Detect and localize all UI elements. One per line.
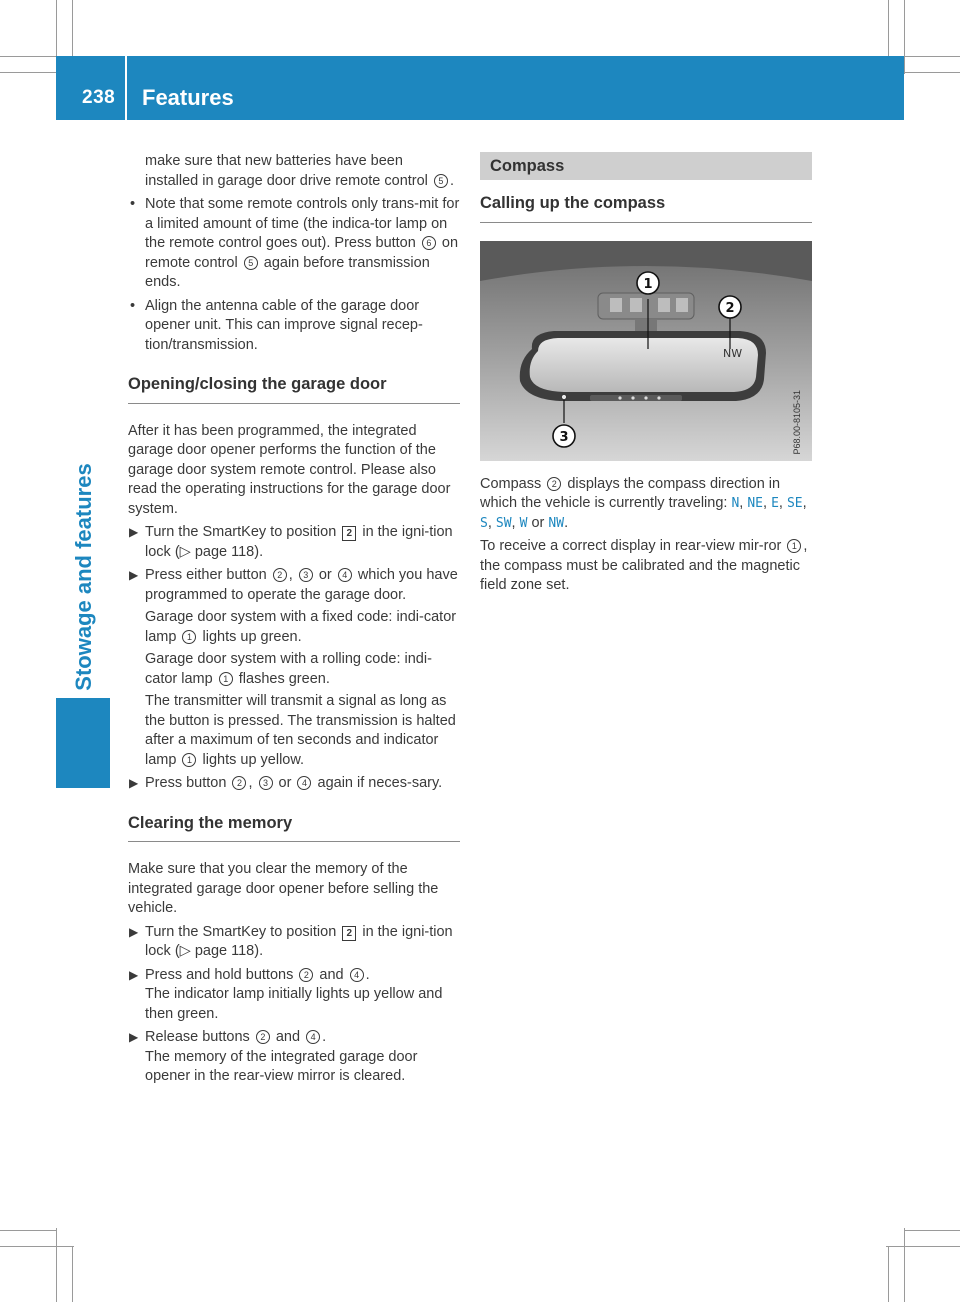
direction-nw: NW	[548, 515, 565, 531]
page-reference[interactable]: page 118).	[194, 943, 264, 959]
step-press-hold: ▶ Press and hold buttons 2 and 4 . The indicator lamp initially lights up yellow and then green.	[128, 966, 460, 1025]
subsection-title: Calling up the compass	[480, 194, 812, 223]
text: and	[319, 966, 344, 983]
callout-2: 2	[725, 300, 735, 316]
step-result: The memory of the integrated garage door opener in the rear-view mirror is cleared.	[145, 1048, 418, 1084]
compass-paragraph: Compass 2 displays the compass direction in which the vehicle is currently traveling: N, NE, E, SE, S, SW, W or NW.	[480, 475, 807, 531]
text: lights up green.	[202, 628, 302, 645]
crop-mark	[72, 1246, 73, 1302]
text: Turn the SmartKey to position	[145, 524, 337, 540]
calibration-paragraph	[480, 537, 812, 596]
section-intro: After it has been programmed, the integrated garage door opener performs the function of the garage door system remote control. Please also read the operating instructions for the garage door system.	[128, 422, 451, 517]
page-ref-icon: ▷	[179, 943, 191, 959]
mirror-illustration	[480, 241, 812, 461]
text: , the compass must be calibrated and the magnetic field zone set.	[480, 538, 808, 593]
right-column	[480, 152, 812, 600]
section-box-compass: Compass	[480, 152, 812, 180]
callout-2: 2	[547, 477, 561, 491]
chapter-title: Features	[142, 85, 234, 110]
arrow-icon: ▶	[129, 1030, 139, 1044]
text: or	[531, 514, 545, 531]
arrow-icon: ▶	[129, 525, 139, 539]
step-press-button: ▶ Press either button 2 , 3 or 4 which you have programmed to operate the garage door. Garage door system with a fixed code: indi-cator lamp 1 lights up green. Garage door system with a rolling code: indi-cator lamp 1 flashes green. The transmitter will transmit a signal as long as the button is pressed. The transmission is halted after a maximum of ten seconds and indicator lamp 1 lights up yellow.	[128, 566, 460, 770]
section-title-opening: Opening/closing the garage door	[128, 375, 460, 404]
mirror-compass-display: NW	[723, 346, 743, 360]
callout-2: 2	[273, 568, 287, 582]
text: Press button	[145, 775, 227, 791]
callout-1: 1	[182, 630, 196, 644]
callout-6: 6	[422, 236, 436, 250]
step-release: ▶ Release buttons 2 and 4 . The memory of the integrated garage door opener in the rear-view mirror is cleared.	[128, 1028, 460, 1087]
crop-mark	[904, 72, 960, 73]
key-position-badge: 2	[342, 526, 356, 541]
direction-n: N	[731, 496, 740, 511]
text: and	[275, 1029, 301, 1045]
callout-5: 5	[434, 174, 448, 188]
rolling-code-note	[145, 650, 460, 689]
text: Compass	[480, 475, 542, 492]
direction-s: S	[480, 515, 488, 531]
direction-e: E	[771, 496, 779, 511]
text: which you have programmed to operate the garage door.	[145, 567, 458, 603]
direction-sw: SW	[495, 515, 512, 531]
crop-mark	[886, 1246, 960, 1247]
text: again before transmission ends.	[145, 254, 430, 290]
crop-mark	[72, 0, 73, 56]
text: in the igni-tion lock (	[145, 923, 453, 959]
side-tab-marker	[56, 698, 110, 788]
header-divider	[125, 56, 127, 120]
text: Garage door system with a fixed code: indi-cator lamp	[145, 609, 457, 645]
bullet-remote-transmit	[128, 195, 460, 293]
crop-mark	[0, 1230, 56, 1231]
section-title-clearing: Clearing the memory	[128, 814, 460, 843]
step-press-again: ▶ Press button 2 , 3 or 4 again if neces-sary.	[128, 774, 460, 794]
section-intro: Make sure that you clear the memory of the integrated garage door opener before selling the vehicle.	[128, 861, 439, 916]
callout-4: 4	[297, 776, 311, 790]
text: Press and hold buttons	[145, 966, 294, 983]
text: Press either button	[145, 567, 267, 583]
page-ref-icon: ▷	[179, 543, 191, 560]
crop-mark	[904, 1230, 960, 1231]
crop-mark	[904, 1228, 905, 1302]
text: The transmitter will transmit a signal as long as the button is pressed. The transmission is halted after a maximum of ten seconds and indicator lamp	[145, 693, 456, 768]
mirror-figure	[480, 241, 812, 461]
callout-1: 1	[643, 276, 653, 292]
callout-4: 4	[306, 1030, 320, 1044]
text: Release buttons	[145, 1029, 250, 1045]
crop-mark	[888, 0, 889, 56]
direction-ne: NE	[747, 496, 763, 511]
text: or	[318, 567, 332, 583]
crop-mark	[0, 72, 56, 73]
callout-1: 1	[182, 753, 196, 767]
callout-2: 2	[299, 968, 313, 982]
callout-3: 3	[259, 776, 273, 790]
text: again if neces-sary.	[317, 775, 443, 791]
figure-code: P68.00-8105-31	[792, 389, 803, 455]
left-column	[128, 152, 460, 1087]
crop-mark	[56, 1228, 57, 1302]
crop-mark	[0, 1246, 74, 1247]
text: flashes green.	[238, 670, 330, 687]
crop-mark	[888, 1246, 889, 1302]
callout-4: 4	[350, 968, 364, 982]
text: or	[278, 775, 292, 791]
text: lights up yellow.	[202, 751, 305, 768]
callout-2: 2	[256, 1030, 270, 1044]
fixed-code-note	[145, 608, 460, 647]
arrow-icon: ▶	[129, 568, 139, 582]
page-header	[56, 56, 904, 120]
text: To receive a correct display in rear-view mir-ror	[480, 538, 782, 554]
direction-w: W	[519, 515, 528, 531]
text: on remote control	[145, 235, 459, 271]
text: in the igni-tion lock (	[145, 524, 453, 560]
arrow-icon: ▶	[129, 924, 139, 939]
callout-3: 3	[299, 568, 313, 582]
text: displays the compass direction in which the vehicle is currently traveling:	[480, 475, 781, 511]
text: make sure that new batteries have been installed in garage door drive remote control	[145, 153, 428, 189]
page-number: 238	[82, 87, 116, 108]
key-position-badge: 2	[342, 926, 356, 941]
transmit-note	[145, 692, 460, 770]
side-tab-label: Stowage and features	[71, 463, 96, 691]
text: Note that some remote controls only trans-mit for a limited amount of time (the indica-tor lamp on the remote control goes out). Press button	[145, 196, 460, 251]
callout-3: 3	[559, 429, 569, 445]
page-reference[interactable]: page 118).	[194, 543, 264, 560]
callout-1: 1	[219, 672, 233, 686]
crop-mark	[904, 0, 905, 74]
step-turn-key	[128, 923, 460, 962]
text: Turn the SmartKey to position	[145, 923, 337, 940]
continued-paragraph: make sure that new batteries have been installed in garage door drive remote control 5 .	[145, 153, 454, 189]
callout-5: 5	[244, 256, 258, 270]
arrow-icon: ▶	[129, 967, 139, 982]
arrow-icon: ▶	[129, 776, 139, 790]
callout-2: 2	[232, 776, 246, 790]
step-result: The indicator lamp initially lights up yellow and then green.	[145, 986, 443, 1022]
callout-1: 1	[787, 539, 801, 553]
text: Garage door system with a rolling code: indi-cator lamp	[145, 651, 432, 687]
callout-4: 4	[338, 568, 352, 582]
direction-se: SE	[786, 496, 803, 511]
bullet-antenna: • Align the antenna cable of the garage door opener unit. This can improve signal recep-tion/transmission.	[128, 297, 460, 356]
step-turn-key	[128, 523, 460, 562]
